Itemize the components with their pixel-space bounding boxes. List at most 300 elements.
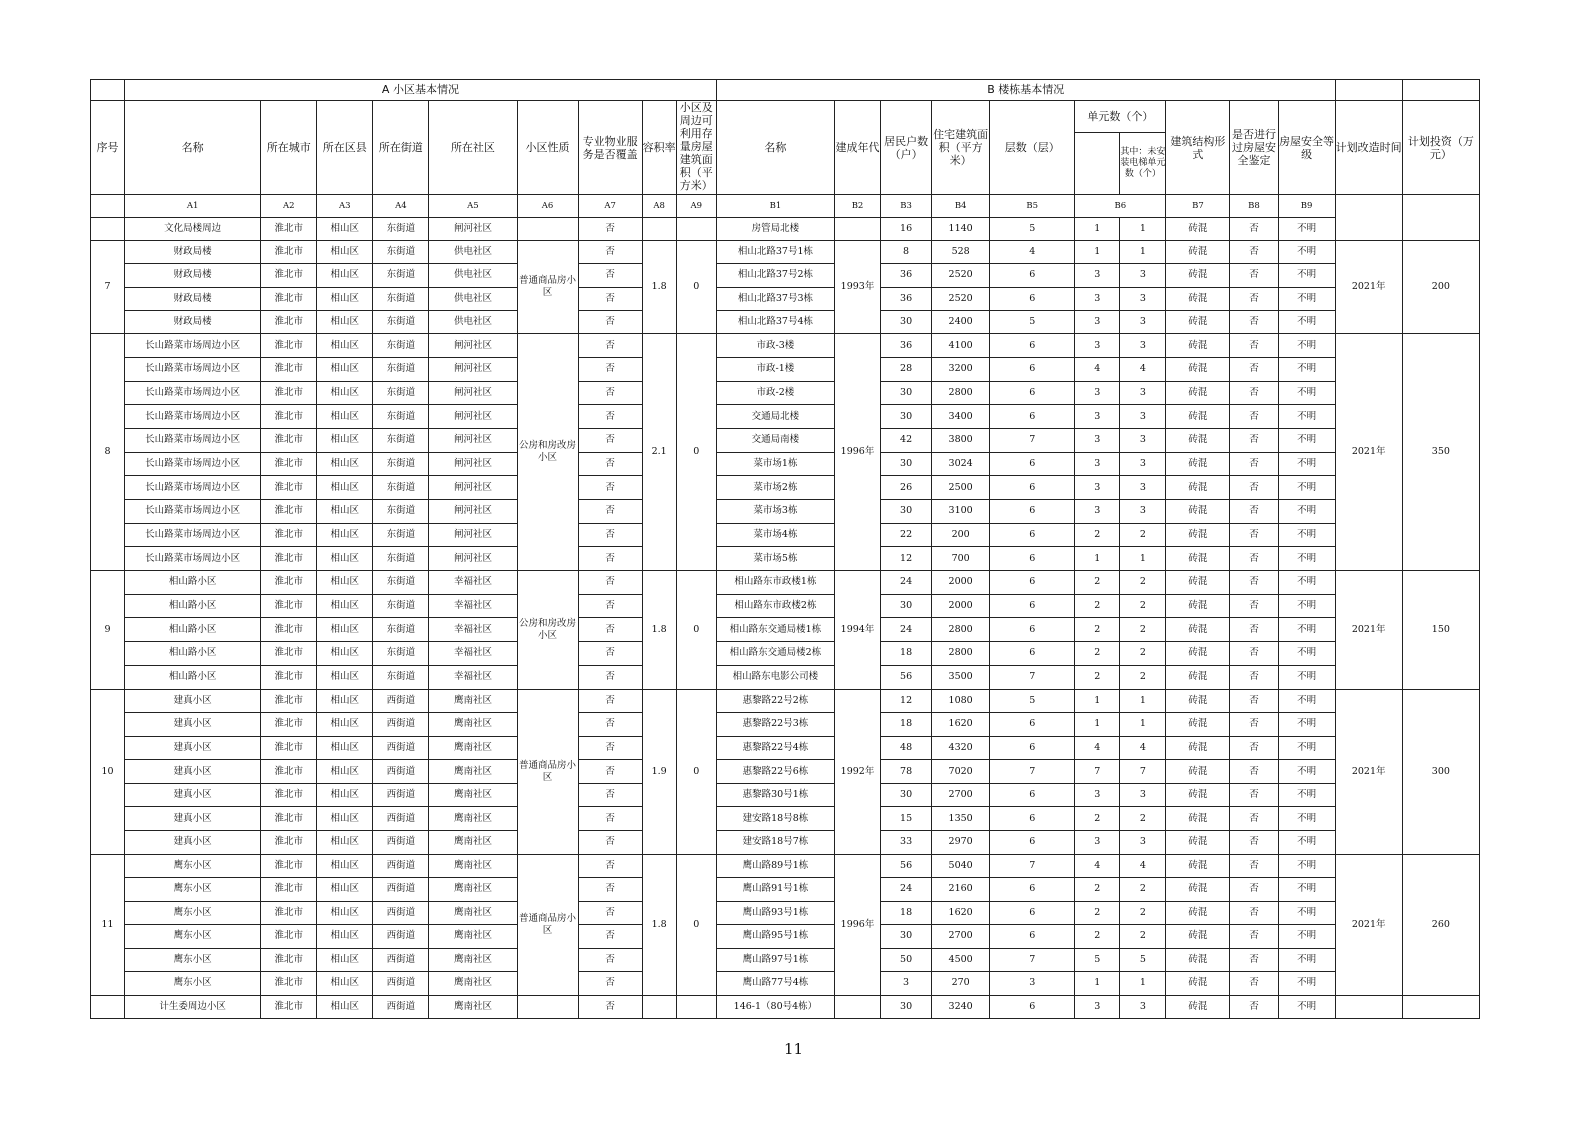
building-name-cell: 惠黎路22号6栋 xyxy=(716,760,834,784)
safety-check-cell: 否 xyxy=(1230,807,1278,831)
households-cell: 26 xyxy=(881,476,932,500)
table-row xyxy=(91,713,1480,737)
code-cell: A9 xyxy=(676,195,716,218)
floors-cell: 6 xyxy=(990,381,1075,405)
nature-cell: 普通商品房小区 xyxy=(517,689,578,854)
households-cell: 30 xyxy=(881,594,932,618)
households-cell: 28 xyxy=(881,357,932,381)
safety-level-cell: 不明 xyxy=(1278,264,1335,287)
units-no-elevator-cell: 1 xyxy=(1120,241,1166,264)
street-cell: 西街道 xyxy=(373,689,429,713)
area-cell: 2520 xyxy=(932,264,990,287)
area-cell: 5040 xyxy=(932,854,990,878)
county-cell: 相山区 xyxy=(317,807,373,831)
table-row xyxy=(91,310,1480,333)
col-plan-time: 计划改造时间 xyxy=(1335,101,1402,195)
area-cell: 2500 xyxy=(932,476,990,500)
safety-check-cell: 否 xyxy=(1230,618,1278,642)
plot-ratio-cell: 2.1 xyxy=(642,334,676,571)
col-plot-ratio: 容积率 xyxy=(642,101,676,195)
building-name-cell: 惠黎路30号1栋 xyxy=(716,783,834,807)
community-cell: 幸福社区 xyxy=(429,665,517,689)
year-cell: 1996年 xyxy=(835,854,881,995)
units-cell: 3 xyxy=(1075,405,1120,429)
city-cell: 淮北市 xyxy=(261,334,317,358)
plan-time-cell xyxy=(1335,995,1402,1018)
safety-level-cell: 不明 xyxy=(1278,925,1335,949)
col-seq: 序号 xyxy=(91,101,125,195)
county-cell: 相山区 xyxy=(317,500,373,524)
county-cell: 相山区 xyxy=(317,476,373,500)
safety-level-cell: 不明 xyxy=(1278,287,1335,310)
area-cell: 3024 xyxy=(932,452,990,476)
name-cell: 建真小区 xyxy=(125,783,261,807)
area-cell: 1140 xyxy=(932,218,990,241)
table-row xyxy=(91,689,1480,713)
available-area-cell: 0 xyxy=(676,689,716,854)
property-service-cell: 否 xyxy=(578,783,642,807)
property-service-cell: 否 xyxy=(578,760,642,784)
group-header-row xyxy=(91,80,1480,101)
building-name-cell: 房管局北楼 xyxy=(716,218,834,241)
building-name-cell: 惠黎路22号2栋 xyxy=(716,689,834,713)
community-cell: 幸福社区 xyxy=(429,618,517,642)
safety-check-cell: 否 xyxy=(1230,264,1278,287)
property-service-cell: 否 xyxy=(578,642,642,666)
households-cell: 30 xyxy=(881,995,932,1018)
street-cell: 东街道 xyxy=(373,618,429,642)
community-cell: 鹰南社区 xyxy=(429,972,517,996)
floors-cell: 6 xyxy=(990,807,1075,831)
units-cell: 2 xyxy=(1075,901,1120,925)
units-cell: 3 xyxy=(1075,831,1120,855)
units-no-elevator-cell: 2 xyxy=(1120,523,1166,547)
structure-cell: 砖混 xyxy=(1166,287,1230,310)
households-cell: 3 xyxy=(881,972,932,996)
county-cell: 相山区 xyxy=(317,925,373,949)
units-no-elevator-cell: 3 xyxy=(1120,831,1166,855)
safety-level-cell: 不明 xyxy=(1278,831,1335,855)
structure-cell: 砖混 xyxy=(1166,264,1230,287)
units-cell: 3 xyxy=(1075,428,1120,452)
name-cell: 鹰东小区 xyxy=(125,901,261,925)
community-cell: 闸河社区 xyxy=(429,405,517,429)
city-cell: 淮北市 xyxy=(261,500,317,524)
units-no-elevator-cell: 2 xyxy=(1120,901,1166,925)
city-cell: 淮北市 xyxy=(261,357,317,381)
units-no-elevator-cell: 2 xyxy=(1120,878,1166,902)
units-no-elevator-cell: 3 xyxy=(1120,500,1166,524)
city-cell: 淮北市 xyxy=(261,736,317,760)
area-cell: 200 xyxy=(932,523,990,547)
households-cell: 30 xyxy=(881,452,932,476)
units-cell: 1 xyxy=(1075,241,1120,264)
households-cell: 56 xyxy=(881,854,932,878)
floors-cell: 6 xyxy=(990,594,1075,618)
name-cell: 财政局楼 xyxy=(125,287,261,310)
households-cell: 36 xyxy=(881,264,932,287)
units-cell: 2 xyxy=(1075,523,1120,547)
table-row xyxy=(91,807,1480,831)
safety-level-cell: 不明 xyxy=(1278,405,1335,429)
code-row xyxy=(91,195,1480,218)
households-cell: 16 xyxy=(881,218,932,241)
community-cell: 幸福社区 xyxy=(429,642,517,666)
county-cell: 相山区 xyxy=(317,854,373,878)
safety-check-cell: 否 xyxy=(1230,713,1278,737)
nature-cell: 公房和房改房小区 xyxy=(517,334,578,571)
households-cell: 12 xyxy=(881,689,932,713)
building-name-cell: 相山路东电影公司楼 xyxy=(716,665,834,689)
building-name-cell: 相山路东市政楼2栋 xyxy=(716,594,834,618)
code-cell: B7 xyxy=(1166,195,1230,218)
area-cell: 1350 xyxy=(932,807,990,831)
community-cell: 鹰南社区 xyxy=(429,689,517,713)
plan-time-cell: 2021年 xyxy=(1335,334,1402,571)
households-cell: 18 xyxy=(881,642,932,666)
safety-level-cell: 不明 xyxy=(1278,476,1335,500)
county-cell: 相山区 xyxy=(317,547,373,571)
county-cell: 相山区 xyxy=(317,310,373,333)
county-cell: 相山区 xyxy=(317,405,373,429)
community-cell: 闸河社区 xyxy=(429,500,517,524)
community-cell: 鹰南社区 xyxy=(429,878,517,902)
year-cell xyxy=(835,218,881,241)
structure-cell: 砖混 xyxy=(1166,476,1230,500)
units-no-elevator-cell: 5 xyxy=(1120,948,1166,972)
county-cell: 相山区 xyxy=(317,287,373,310)
property-service-cell: 否 xyxy=(578,523,642,547)
units-cell: 1 xyxy=(1075,689,1120,713)
investment-cell: 300 xyxy=(1402,689,1479,854)
city-cell: 淮北市 xyxy=(261,571,317,595)
seq-cell xyxy=(91,995,125,1018)
city-cell: 淮北市 xyxy=(261,901,317,925)
table-row xyxy=(91,241,1480,264)
area-cell: 2800 xyxy=(932,618,990,642)
col-name: 名称 xyxy=(125,101,261,195)
structure-cell: 砖混 xyxy=(1166,713,1230,737)
property-service-cell: 否 xyxy=(578,878,642,902)
units-cell: 3 xyxy=(1075,381,1120,405)
col-investment: 计划投资（万元） xyxy=(1402,101,1479,195)
property-service-cell: 否 xyxy=(578,854,642,878)
households-cell: 22 xyxy=(881,523,932,547)
table-row xyxy=(91,500,1480,524)
units-cell: 1 xyxy=(1075,547,1120,571)
households-cell: 50 xyxy=(881,948,932,972)
households-cell: 36 xyxy=(881,287,932,310)
safety-check-cell: 否 xyxy=(1230,972,1278,996)
property-service-cell: 否 xyxy=(578,264,642,287)
plot-ratio-cell: 1.9 xyxy=(642,689,676,854)
units-cell: 1 xyxy=(1075,972,1120,996)
area-cell: 4500 xyxy=(932,948,990,972)
safety-level-cell: 不明 xyxy=(1278,760,1335,784)
name-cell: 鹰东小区 xyxy=(125,948,261,972)
table-row xyxy=(91,901,1480,925)
structure-cell: 砖混 xyxy=(1166,405,1230,429)
city-cell: 淮北市 xyxy=(261,972,317,996)
safety-check-cell: 否 xyxy=(1230,642,1278,666)
units-blank-cell xyxy=(1075,133,1120,195)
structure-cell: 砖混 xyxy=(1166,689,1230,713)
code-blank-cell xyxy=(91,195,125,218)
property-service-cell: 否 xyxy=(578,995,642,1018)
name-cell: 相山路小区 xyxy=(125,618,261,642)
safety-check-cell: 否 xyxy=(1230,334,1278,358)
floors-cell: 6 xyxy=(990,995,1075,1018)
name-cell: 建真小区 xyxy=(125,807,261,831)
county-cell: 相山区 xyxy=(317,736,373,760)
plot-ratio-cell xyxy=(642,218,676,241)
units-no-elevator-cell: 2 xyxy=(1120,665,1166,689)
city-cell: 淮北市 xyxy=(261,476,317,500)
units-no-elevator-cell: 1 xyxy=(1120,547,1166,571)
city-cell: 淮北市 xyxy=(261,854,317,878)
street-cell: 西街道 xyxy=(373,948,429,972)
safety-check-cell: 否 xyxy=(1230,689,1278,713)
street-cell: 东街道 xyxy=(373,428,429,452)
property-service-cell: 否 xyxy=(578,972,642,996)
col-building-name: 名称 xyxy=(716,101,834,195)
city-cell: 淮北市 xyxy=(261,713,317,737)
available-area-cell: 0 xyxy=(676,334,716,571)
city-cell: 淮北市 xyxy=(261,428,317,452)
building-name-cell: 交通局北楼 xyxy=(716,405,834,429)
units-no-elevator-cell: 2 xyxy=(1120,807,1166,831)
structure-cell: 砖混 xyxy=(1166,995,1230,1018)
units-cell: 2 xyxy=(1075,665,1120,689)
floors-cell: 6 xyxy=(990,783,1075,807)
col-safety-level: 房屋安全等级 xyxy=(1278,101,1335,195)
name-cell: 长山路菜市场周边小区 xyxy=(125,428,261,452)
plot-ratio-cell xyxy=(642,995,676,1018)
city-cell: 淮北市 xyxy=(261,452,317,476)
community-cell: 闸河社区 xyxy=(429,334,517,358)
building-name-cell: 鹰山路77号4栋 xyxy=(716,972,834,996)
col-available-area xyxy=(676,101,716,195)
structure-cell: 砖混 xyxy=(1166,736,1230,760)
building-name-cell: 市政-2楼 xyxy=(716,381,834,405)
safety-level-cell: 不明 xyxy=(1278,334,1335,358)
county-cell: 相山区 xyxy=(317,689,373,713)
area-cell: 4320 xyxy=(932,736,990,760)
safety-check-cell: 否 xyxy=(1230,783,1278,807)
blank-cell xyxy=(1335,80,1402,101)
safety-check-cell: 否 xyxy=(1230,357,1278,381)
county-cell: 相山区 xyxy=(317,948,373,972)
floors-cell: 6 xyxy=(990,523,1075,547)
community-cell: 供电社区 xyxy=(429,310,517,333)
city-cell: 淮北市 xyxy=(261,783,317,807)
year-cell: 1994年 xyxy=(835,571,881,689)
floors-cell: 7 xyxy=(990,948,1075,972)
name-cell: 鹰东小区 xyxy=(125,878,261,902)
area-cell: 700 xyxy=(932,547,990,571)
col-community: 所在社区 xyxy=(429,101,517,195)
street-cell: 西街道 xyxy=(373,925,429,949)
units-no-elevator-cell: 3 xyxy=(1120,405,1166,429)
table-row xyxy=(91,594,1480,618)
col-street: 所在街道 xyxy=(373,101,429,195)
safety-level-cell: 不明 xyxy=(1278,713,1335,737)
county-cell: 相山区 xyxy=(317,334,373,358)
available-area-cell: 0 xyxy=(676,241,716,334)
year-cell: 1992年 xyxy=(835,689,881,854)
safety-check-cell: 否 xyxy=(1230,241,1278,264)
property-service-cell: 否 xyxy=(578,665,642,689)
safety-check-cell: 否 xyxy=(1230,925,1278,949)
street-cell: 东街道 xyxy=(373,334,429,358)
building-name-cell: 146-1（80号4栋） xyxy=(716,995,834,1018)
units-cell: 1 xyxy=(1075,218,1120,241)
floors-cell: 6 xyxy=(990,571,1075,595)
col-households: 居民户数（户） xyxy=(881,101,932,195)
structure-cell: 砖混 xyxy=(1166,334,1230,358)
county-cell: 相山区 xyxy=(317,831,373,855)
code-cell: A3 xyxy=(317,195,373,218)
area-cell: 2160 xyxy=(932,878,990,902)
safety-check-cell: 否 xyxy=(1230,760,1278,784)
table-row xyxy=(91,618,1480,642)
safety-level-cell: 不明 xyxy=(1278,878,1335,902)
households-cell: 33 xyxy=(881,831,932,855)
safety-level-cell: 不明 xyxy=(1278,854,1335,878)
floors-cell: 5 xyxy=(990,218,1075,241)
table-row xyxy=(91,972,1480,996)
safety-check-cell: 否 xyxy=(1230,831,1278,855)
name-cell: 长山路菜市场周边小区 xyxy=(125,500,261,524)
code-cell: B1 xyxy=(716,195,834,218)
city-cell: 淮北市 xyxy=(261,760,317,784)
safety-check-cell: 否 xyxy=(1230,736,1278,760)
code-cell: A7 xyxy=(578,195,642,218)
city-cell: 淮北市 xyxy=(261,878,317,902)
safety-level-cell: 不明 xyxy=(1278,381,1335,405)
safety-check-cell: 否 xyxy=(1230,310,1278,333)
col-safety-check: 是否进行过房屋安全鉴定 xyxy=(1230,101,1278,195)
property-service-cell: 否 xyxy=(578,357,642,381)
structure-cell: 砖混 xyxy=(1166,547,1230,571)
city-cell: 淮北市 xyxy=(261,925,317,949)
floors-cell: 6 xyxy=(990,405,1075,429)
city-cell: 淮北市 xyxy=(261,218,317,241)
community-cell: 闸河社区 xyxy=(429,218,517,241)
table-row xyxy=(91,428,1480,452)
county-cell: 相山区 xyxy=(317,523,373,547)
street-cell: 东街道 xyxy=(373,381,429,405)
safety-level-cell: 不明 xyxy=(1278,642,1335,666)
property-service-cell: 否 xyxy=(578,428,642,452)
safety-check-cell: 否 xyxy=(1230,665,1278,689)
safety-level-cell: 不明 xyxy=(1278,901,1335,925)
property-service-cell: 否 xyxy=(578,381,642,405)
table-row xyxy=(91,854,1480,878)
table-row xyxy=(91,665,1480,689)
community-cell: 鹰南社区 xyxy=(429,995,517,1018)
structure-cell: 砖混 xyxy=(1166,854,1230,878)
investment-cell: 350 xyxy=(1402,334,1479,571)
building-name-cell: 相山北路37号4栋 xyxy=(716,310,834,333)
safety-check-cell: 否 xyxy=(1230,995,1278,1018)
units-no-elevator-cell: 2 xyxy=(1120,594,1166,618)
property-service-cell: 否 xyxy=(578,476,642,500)
floors-cell: 6 xyxy=(990,618,1075,642)
property-service-cell: 否 xyxy=(578,500,642,524)
name-cell: 鹰东小区 xyxy=(125,972,261,996)
table-row xyxy=(91,831,1480,855)
col-available-area-text: 小区及周边可利用存量房屋建筑面积（平方米） xyxy=(679,101,713,192)
name-cell: 建真小区 xyxy=(125,713,261,737)
page-number: 11 xyxy=(783,1040,804,1058)
county-cell: 相山区 xyxy=(317,218,373,241)
table-row xyxy=(91,948,1480,972)
building-name-cell: 相山北路37号2栋 xyxy=(716,264,834,287)
safety-check-cell: 否 xyxy=(1230,428,1278,452)
city-cell: 淮北市 xyxy=(261,547,317,571)
column-header-row xyxy=(91,101,1480,133)
area-cell: 3240 xyxy=(932,995,990,1018)
units-cell: 5 xyxy=(1075,948,1120,972)
building-name-cell: 鹰山路91号1栋 xyxy=(716,878,834,902)
plot-ratio-cell: 1.8 xyxy=(642,241,676,334)
building-name-cell: 市政-3楼 xyxy=(716,334,834,358)
units-cell: 3 xyxy=(1075,783,1120,807)
community-cell: 闸河社区 xyxy=(429,476,517,500)
code-cell: B9 xyxy=(1278,195,1335,218)
city-cell: 淮北市 xyxy=(261,523,317,547)
code-cell: A1 xyxy=(125,195,261,218)
property-service-cell: 否 xyxy=(578,948,642,972)
city-cell: 淮北市 xyxy=(261,995,317,1018)
plot-ratio-cell: 1.8 xyxy=(642,571,676,689)
name-cell: 长山路菜市场周边小区 xyxy=(125,357,261,381)
nature-cell xyxy=(517,218,578,241)
building-name-cell: 相山路东市政楼1栋 xyxy=(716,571,834,595)
col-county: 所在区县 xyxy=(317,101,373,195)
building-name-cell: 菜市场5栋 xyxy=(716,547,834,571)
street-cell: 西街道 xyxy=(373,807,429,831)
name-cell: 长山路菜市场周边小区 xyxy=(125,452,261,476)
seq-cell: 8 xyxy=(91,334,125,571)
city-cell: 淮北市 xyxy=(261,594,317,618)
units-cell: 3 xyxy=(1075,264,1120,287)
building-name-cell: 惠黎路22号3栋 xyxy=(716,713,834,737)
floors-cell: 5 xyxy=(990,689,1075,713)
county-cell: 相山区 xyxy=(317,618,373,642)
floors-cell: 6 xyxy=(990,500,1075,524)
safety-level-cell: 不明 xyxy=(1278,689,1335,713)
floors-cell: 6 xyxy=(990,357,1075,381)
county-cell: 相山区 xyxy=(317,783,373,807)
housing-renovation-table xyxy=(90,79,1480,1019)
units-no-elevator-cell: 4 xyxy=(1120,736,1166,760)
community-cell: 供电社区 xyxy=(429,241,517,264)
households-cell: 18 xyxy=(881,713,932,737)
safety-level-cell: 不明 xyxy=(1278,665,1335,689)
name-cell: 建真小区 xyxy=(125,760,261,784)
property-service-cell: 否 xyxy=(578,241,642,264)
structure-cell: 砖混 xyxy=(1166,878,1230,902)
floors-cell: 6 xyxy=(990,452,1075,476)
property-service-cell: 否 xyxy=(578,547,642,571)
structure-cell: 砖混 xyxy=(1166,972,1230,996)
area-cell: 2800 xyxy=(932,381,990,405)
units-no-elevator-cell: 1 xyxy=(1120,713,1166,737)
safety-check-cell: 否 xyxy=(1230,476,1278,500)
col-nature: 小区性质 xyxy=(517,101,578,195)
